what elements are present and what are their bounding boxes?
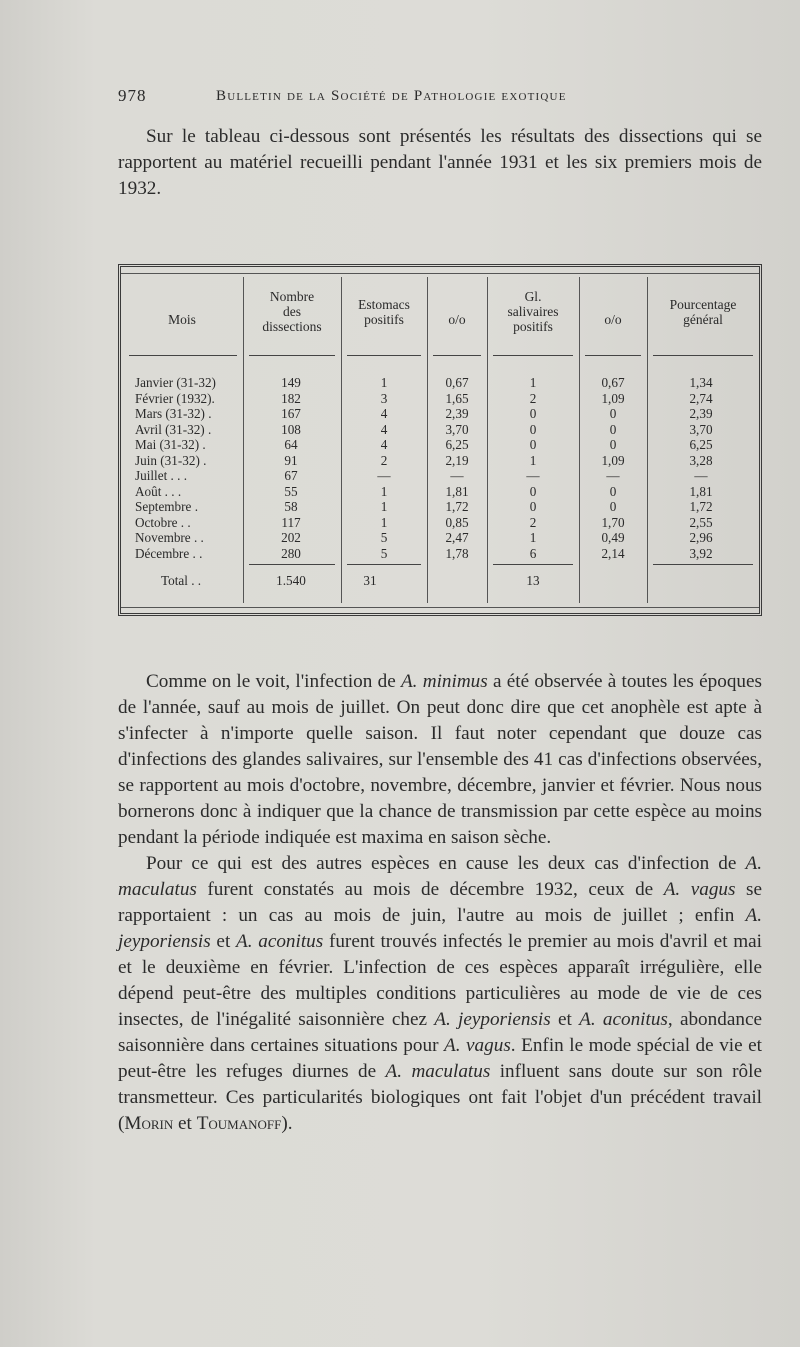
- header-pourcentage: Pourcentage général: [669, 297, 737, 327]
- total-glandes: 13: [526, 573, 540, 588]
- table-row: Décembre . . 280 5 1,78 6 2,14 3,92: [135, 545, 713, 561]
- table-row: Novembre . . 202 5 2,47 1 0,49 2,96: [135, 530, 713, 545]
- running-header: [118, 86, 738, 110]
- table-row: Août . . . 55 1 1,81 0 0 1,81: [135, 483, 713, 499]
- table-row: Février (1932). 182 3 1,65 2 1,09 2,74: [135, 390, 713, 406]
- table-row: Juillet . . . 67 — — — — —: [135, 468, 708, 483]
- table-total-row: [121, 573, 759, 589]
- paragraph-other-species: Pour ce qui est des autres espèces en cause les deux cas d'infection de A. maculatus furent constatés au mois de décembre 1932, ceux de A. vagus se rapportaient : un cas au mois de juin, l'autre au mois de juillet ; enfin A. jeyporiensis et A. aconitus furent trouvés infectés le premier au mois d'avril et mai et le deuxième en février. L'infection de ces espèces apparaît irrégulière, elle dépend peut-être des multiples conditions particulières au mode de vie de ces insectes, de l'inégalité saisonnière chez A. jeyporiensis et A. aconitus, abondance saisonnière dans certaines situations pour A. vagus. Enfin le mode spécial de vie et peut-être les refuges diurnes de A. maculatus influent sans doute sur son rôle transmetteur. Ces particularités biologiques ont fait l'objet d'un précédent travail (Morin et Toumanoff).: [118, 853, 762, 1134]
- header-nombre: Nombre des dissections: [262, 289, 322, 334]
- paragraph-minimus: Comme on le voit, l'infection de A. minimus a été observée à toutes les époques de l'année, sauf au mois de juillet. On peut donc dire que cet anophèle est apte à s'infecter à n'importe quelle saison. Il faut noter cependant que douze cas d'infections des glandes salivaires, sur l'ensemble des 41 cas d'infections observées, se rapportent au mois d'octobre, novembre, décembre, janvier et février. Nous nous bornerons donc à indiquer que la chance de transmission par cette espèce au moins pendant la période indiquée est maxima en saison sèche.: [118, 671, 763, 848]
- results-table: [118, 264, 762, 616]
- header-pct2: o/o: [604, 312, 622, 327]
- table-row: Septembre . 58 1 1,72 0 0 1,72: [135, 499, 713, 514]
- table-row: Mai (31-32) . 64 4 6,25 0 0 6,25: [135, 437, 713, 452]
- intro-paragraph: [118, 124, 762, 202]
- table-row: Juin (31-32) . 91 2 2,19 1 1,09 3,28: [135, 452, 713, 468]
- journal-title: Bulletin de la Société de Pathologie exotique: [216, 88, 567, 104]
- intro-text: Sur le tableau ci-dessous sont présentés les résultats des dissections qui se rapportent au matériel recueilli pendant l'année 1931 et les six premiers mois de 1932.: [118, 126, 762, 199]
- header-estomacs: Estomacs positifs: [358, 297, 410, 327]
- total-estomacs: 31: [363, 573, 377, 588]
- header-pct1: o/o: [448, 312, 466, 327]
- table-row: Janvier (31-32) 149 1 0,67 1 0,67 1,34: [135, 375, 713, 390]
- table-row: Mars (31-32) . 167 4 2,39 0 0 2,39: [135, 406, 713, 421]
- table-body: [121, 375, 759, 561]
- total-nombre: 1.540: [276, 573, 306, 588]
- header-mois: Mois: [168, 312, 196, 327]
- page-number: 978: [118, 86, 147, 105]
- total-label: Total . .: [161, 573, 202, 588]
- table-row: Octobre . . 117 1 0,85 2 1,70 2,55: [135, 514, 713, 530]
- header-glandes: Gl. salivaires positifs: [507, 289, 559, 334]
- body-text: [118, 669, 762, 1137]
- table-row: Avril (31-32) . 108 4 3,70 0 0 3,70: [135, 421, 713, 437]
